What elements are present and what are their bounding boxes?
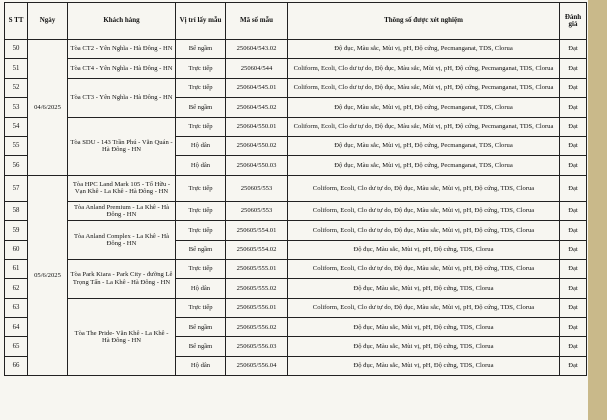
location-cell: Trực tiếp xyxy=(176,175,226,201)
location-cell: Hộ dân xyxy=(176,356,226,375)
header-sample-id: Mã số mẫu xyxy=(226,3,288,40)
result-cell: Đạt xyxy=(560,259,587,278)
params-cell: Coliform, Ecoli, Clo dư tự do, Độ đục, Màu sắc, Mùi vị, pH, Độ cứng, Pecmanganat, TDS, Clorua xyxy=(288,78,560,97)
location-cell: Bể ngầm xyxy=(176,337,226,356)
sample-id-cell: 250605/553 xyxy=(226,201,288,220)
result-cell: Đạt xyxy=(560,98,587,117)
sample-id-cell: 250605/554.02 xyxy=(226,240,288,259)
customer-cell: Tòa Park Kiara - Park City - đường Lê Trọng Tấn - La Khê - Hà Đông - HN xyxy=(68,259,176,298)
table-row xyxy=(5,221,587,240)
row-stt: 52 xyxy=(5,78,28,97)
sample-id-cell: 250604/543.02 xyxy=(226,40,288,59)
params-cell: Coliform, Ecoli, Clo dư tự do, Độ đục, Màu sắc, Mùi vị, pH, Độ cứng, Pecmanganat, TDS, Clorua xyxy=(288,59,560,78)
sample-id-cell: 250605/554.01 xyxy=(226,221,288,240)
row-stt: 65 xyxy=(5,337,28,356)
row-stt: 55 xyxy=(5,136,28,155)
result-cell: Đạt xyxy=(560,175,587,201)
sample-id-cell: 250604/550.01 xyxy=(226,117,288,136)
params-cell: Độ đục, Màu sắc, Mùi vị, pH, Độ cứng, TDS, Clorua xyxy=(288,279,560,298)
params-cell: Coliform, Ecoli, Clo dư tự do, Độ đục, Màu sắc, Mùi vị, pH, Độ cứng, TDS, Clorua xyxy=(288,221,560,240)
table-row xyxy=(5,175,587,201)
results-table xyxy=(4,2,587,376)
sample-id-cell: 250604/545.02 xyxy=(226,98,288,117)
params-cell: Độ đục, Màu sắc, Mùi vị, pH, Độ cứng, TDS, Clorua xyxy=(288,240,560,259)
sample-id-cell: 250605/555.02 xyxy=(226,279,288,298)
params-cell: Coliform, Ecoli, Clo dư tự do, Độ đục, Màu sắc, Mùi vị, pH, Độ cứng, Pecmanganat, TDS, Clorua xyxy=(288,117,560,136)
result-cell: Đạt xyxy=(560,298,587,317)
table-row xyxy=(5,298,587,317)
header-params: Thông số được xét nghiệm xyxy=(288,3,560,40)
sample-id-cell: 250604/550.03 xyxy=(226,156,288,175)
params-cell: Coliform, Ecoli, Clo dư tự do, Độ đục, Màu sắc, Mùi vị, pH, Độ cứng, TDS, Clorua xyxy=(288,298,560,317)
sample-id-cell: 250605/553 xyxy=(226,175,288,201)
header-result: Đánh giá xyxy=(560,3,587,40)
location-cell: Bể ngầm xyxy=(176,40,226,59)
row-stt: 63 xyxy=(5,298,28,317)
location-cell: Trực tiếp xyxy=(176,78,226,97)
location-cell: Bể ngầm xyxy=(176,318,226,337)
row-stt: 66 xyxy=(5,356,28,375)
location-cell: Trực tiếp xyxy=(176,117,226,136)
date-cell: 05/6/2025 xyxy=(28,175,68,376)
result-cell: Đạt xyxy=(560,337,587,356)
location-cell: Trực tiếp xyxy=(176,298,226,317)
location-cell: Trực tiếp xyxy=(176,201,226,220)
result-cell: Đạt xyxy=(560,318,587,337)
customer-cell: Tòa SDU - 143 Trần Phú - Văn Quán - Hà Đông - HN xyxy=(68,117,176,175)
sample-id-cell: 250605/556.03 xyxy=(226,337,288,356)
result-cell: Đạt xyxy=(560,78,587,97)
params-cell: Coliform, Ecoli, Clo dư tự do, Độ đục, Màu sắc, Mùi vị, pH, Độ cứng, TDS, Clorua xyxy=(288,259,560,278)
customer-cell: Tòa Anland Complex - La Khê - Hà Đông - HN xyxy=(68,221,176,260)
sample-id-cell: 250605/555.01 xyxy=(226,259,288,278)
row-stt: 58 xyxy=(5,201,28,220)
row-stt: 53 xyxy=(5,98,28,117)
location-cell: Hộ dân xyxy=(176,156,226,175)
customer-cell: Tòa HPC Land Mark 105 - Tố Hữu - Vạn Khê - La Khê - Hà Đông - HN xyxy=(68,175,176,201)
result-cell: Đạt xyxy=(560,59,587,78)
location-cell: Bể ngầm xyxy=(176,240,226,259)
location-cell: Bể ngầm xyxy=(176,98,226,117)
row-stt: 51 xyxy=(5,59,28,78)
sample-id-cell: 250605/556.04 xyxy=(226,356,288,375)
row-stt: 62 xyxy=(5,279,28,298)
params-cell: Độ đục, Màu sắc, Mùi vị, pH, Độ cứng, Pecmanganat, TDS, Clorua xyxy=(288,136,560,155)
header-stt: S TT xyxy=(5,3,28,40)
sample-id-cell: 250605/556.02 xyxy=(226,318,288,337)
result-cell: Đạt xyxy=(560,356,587,375)
result-cell: Đạt xyxy=(560,117,587,136)
row-stt: 64 xyxy=(5,318,28,337)
table-row xyxy=(5,40,587,59)
row-stt: 50 xyxy=(5,40,28,59)
params-cell: Độ đục, Màu sắc, Mùi vị, pH, Độ cứng, Pecmanganat, TDS, Clorua xyxy=(288,98,560,117)
customer-cell: Tòa The Pride- Văn Khê - La Khê - Hà Đông - HN xyxy=(68,298,176,376)
result-cell: Đạt xyxy=(560,221,587,240)
customer-cell: Tòa CT2 - Yên Nghĩa - Hà Đông - HN xyxy=(68,40,176,59)
date-cell: 04/6/2025 xyxy=(28,40,68,176)
row-stt: 56 xyxy=(5,156,28,175)
header-date: Ngày xyxy=(28,3,68,40)
location-cell: Trực tiếp xyxy=(176,259,226,278)
result-cell: Đạt xyxy=(560,201,587,220)
result-cell: Đạt xyxy=(560,136,587,155)
sample-id-cell: 250604/545.01 xyxy=(226,78,288,97)
row-stt: 59 xyxy=(5,221,28,240)
table-row xyxy=(5,201,587,220)
params-cell: Độ đục, Màu sắc, Mùi vị, pH, Độ cứng, Pecmanganat, TDS, Clorua xyxy=(288,156,560,175)
header-customer: Khách hàng xyxy=(68,3,176,40)
params-cell: Coliform, Ecoli, Clo dư tự do, Độ đục, Màu sắc, Mùi vị, pH, Độ cứng, TDS, Clorua xyxy=(288,201,560,220)
result-cell: Đạt xyxy=(560,279,587,298)
table-row xyxy=(5,117,587,136)
row-stt: 54 xyxy=(5,117,28,136)
row-stt: 57 xyxy=(5,175,28,201)
table-row xyxy=(5,59,587,78)
result-cell: Đạt xyxy=(560,156,587,175)
customer-cell: Tòa CT3 - Yên Nghĩa - Hà Đông - HN xyxy=(68,78,176,117)
params-cell: Độ đục, Màu sắc, Mùi vị, pH, Độ cứng, TDS, Clorua xyxy=(288,318,560,337)
background-edge xyxy=(588,0,607,420)
result-cell: Đạt xyxy=(560,240,587,259)
result-cell: Đạt xyxy=(560,40,587,59)
sample-id-cell: 250604/544 xyxy=(226,59,288,78)
params-cell: Độ đục, Màu sắc, Mùi vị, pH, Độ cứng, TDS, Clorua xyxy=(288,337,560,356)
row-stt: 61 xyxy=(5,259,28,278)
location-cell: Hộ dân xyxy=(176,279,226,298)
header-location: Vị trí lấy mẫu xyxy=(176,3,226,40)
customer-cell: Tòa Anland Premium - La Khê - Hà Đông - HN xyxy=(68,201,176,220)
sample-id-cell: 250604/550.02 xyxy=(226,136,288,155)
customer-cell: Tòa CT4 - Yên Nghĩa - Hà Đông - HN xyxy=(68,59,176,78)
location-cell: Trực tiếp xyxy=(176,221,226,240)
params-cell: Coliform, Ecoli, Clo dư tự do, Độ đục, Màu sắc, Mùi vị, pH, Độ cứng, TDS, Clorua xyxy=(288,175,560,201)
sample-id-cell: 250605/556.01 xyxy=(226,298,288,317)
params-cell: Độ đục, Màu sắc, Mùi vị, pH, Độ cứng, Pecmanganat, TDS, Clorua xyxy=(288,40,560,59)
row-stt: 60 xyxy=(5,240,28,259)
table-row xyxy=(5,78,587,97)
params-cell: Độ đục, Màu sắc, Mùi vị, pH, Độ cứng, TDS, Clorua xyxy=(288,356,560,375)
table-row xyxy=(5,259,587,278)
location-cell: Trực tiếp xyxy=(176,59,226,78)
location-cell: Hộ dân xyxy=(176,136,226,155)
